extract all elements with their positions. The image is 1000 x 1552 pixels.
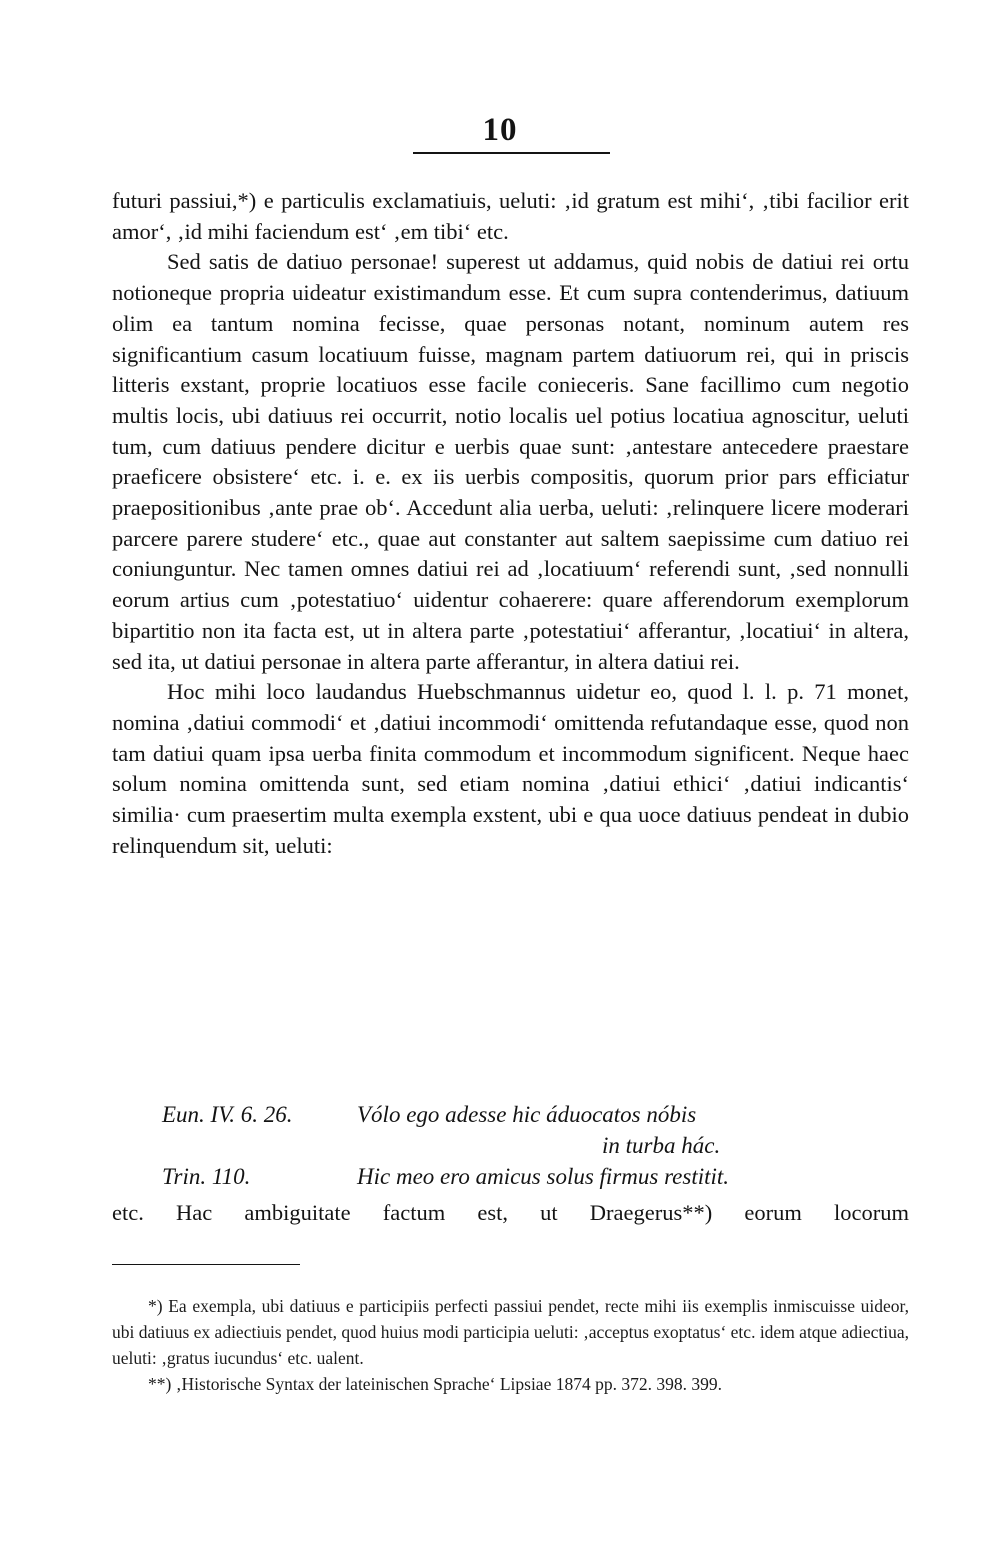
quote-continuation-1: in turba hác. bbox=[602, 1133, 721, 1158]
footnotes bbox=[112, 1293, 909, 1397]
quote-line-1 bbox=[112, 1099, 909, 1130]
paragraph-2: Sed satis de datiuo personae! superest ut addamus, quid nobis de datiui rei ortu notioneque propria uideatur existimandum esse. Et cum supra contenderimus, datiuum olim ea tantum nomina fecisse, quae personas notant, nominum autem res significantium casum locatiuum fuisse, magnam partem datiuorum rei, qui in priscis litteris exstant, proprie locatiuos esse facile conieceris. Sane facillimo cum negotio multis locis, ubi datiuus rei occurrit, notio localis uel potius locatiua agnoscitur, ueluti tum, cum datiuus pendere dicitur e uerbis quae sunt: ‚antestare antecedere praestare praeficere obsistere‘ etc. i. e. ex iis uerbis compositis, quorum prior pars efficiatur praepositionibus ‚ante prae ob‘. Accedunt alia uerba, ueluti: ‚relinquere licere moderari parcere parere studere‘ etc., quae aut constanter aut saltem saepissime cum datiuo rei coniunguntur. Nec tamen omnes datiui rei ad ‚locatiuum‘ referendi sunt, ‚sed nonnulli eorum artius cum ‚potestatiuo‘ uidentur cohaerere: quare afferendorum exemplorum bipartitio non ita facta est, ut in altera parte ‚potestatiui‘ afferantur, ‚locatiui‘ in altera, sed ita, ut datiui personae in altera parte afferantur, in altera datiui rei. bbox=[112, 249, 909, 674]
footnote-rule bbox=[112, 1264, 300, 1265]
quote-ref-1: Eun. IV. 6. 26. bbox=[162, 1102, 293, 1127]
body-text bbox=[112, 186, 909, 861]
footnote-2: **) ‚Historische Syntax der lateinischen Sprache‘ Lipsiae 1874 pp. 372. 398. 399. bbox=[148, 1374, 722, 1394]
paragraph-3: Hoc mihi loco laudandus Huebschmannus uidetur eo, quod l. l. p. 71 monet, nomina ‚datiui commodi‘ et ‚datiui incommodi‘ omittenda refutandaque esse, quod non tam datiui quam ipsa uerba finita commodum et incommodum significent. Neque haec solum nomina omittenda sunt, sed etiam nomina ‚datiui ethici‘ ‚datiui indicantis‘ similia· cum praesertim multa exempla exstent, ubi e qua uoce datiuus pendeat in dubio relinquendum sit, ueluti: bbox=[112, 679, 909, 858]
page-number: 10 bbox=[482, 112, 518, 148]
quote-line-2 bbox=[112, 1161, 909, 1192]
quote-text-2: Hic meo ero amicus solus firmus restitit. bbox=[357, 1164, 730, 1189]
quote-block bbox=[112, 1099, 909, 1192]
footnote-1: *) Ea exempla, ubi datiuus e participiis perfecti passiui pendet, recte mihi iis exemplis inmiscuisse uideor, ubi datiuus ex adiectiuis pendet, quod huius modi participia ueluti: ‚acceptus exoptatus‘ etc. idem atque adiectiua, ueluti: ‚gratus iucundus‘ etc. ualent. bbox=[112, 1296, 909, 1368]
quote-ref-2: Trin. 110. bbox=[162, 1164, 251, 1189]
paragraph-1: futuri passiui,*) e particulis exclamatiuis, ueluti: ‚id gratum est mihi‘, ‚tibi facilior erit amor‘, ‚id mihi faciendum est‘ ‚em tibi‘ etc. bbox=[112, 188, 909, 244]
header-rule bbox=[413, 152, 610, 154]
final-line: etc. Hac ambiguitate factum est, ut Draegerus**) eorum locorum bbox=[112, 1200, 909, 1225]
quote-text-1: Vólo ego adesse hic áduocatos nóbis bbox=[357, 1102, 697, 1127]
